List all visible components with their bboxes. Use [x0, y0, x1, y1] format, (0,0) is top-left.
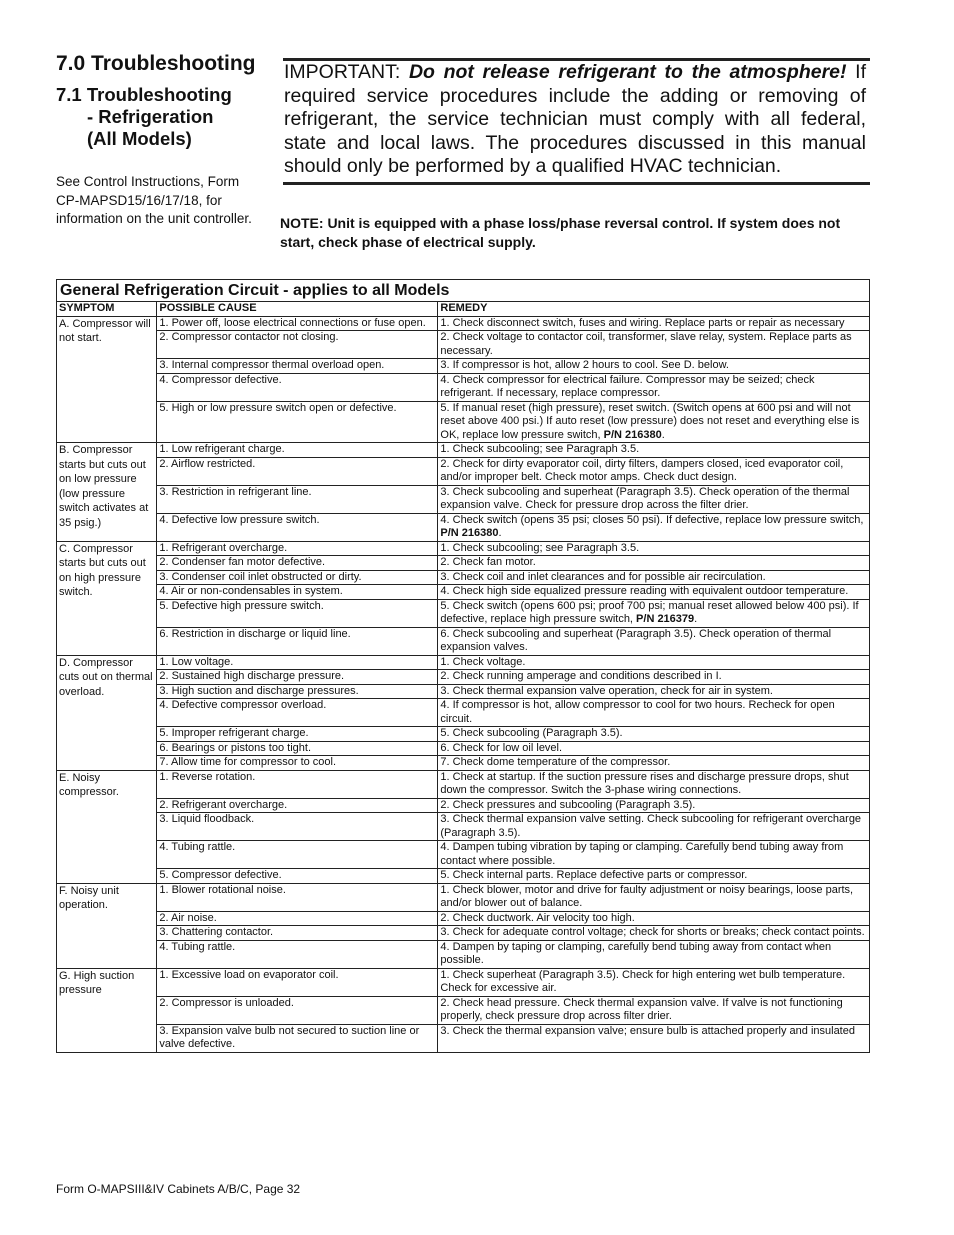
remedy-cell: [438, 798, 870, 813]
remedy-text: 4. Dampen by taping or clamping, carefully bend tubing away from contact when possible.: [440, 940, 832, 966]
remedy-text: 3. Check thermal expansion valve setting. Check subcooling for refrigerant overcharge (Paragraph 3.5).: [440, 813, 862, 839]
table-row: [57, 798, 870, 813]
remedy-text: 5. Check switch (opens 600 psi; proof 700 psi; manual reset allowed below 400 psi). If defective, replace high pressure switch,: [440, 599, 859, 625]
remedy-cell: [438, 513, 870, 541]
remedy-cell: [438, 996, 870, 1024]
remedy-text: 3. Check subcooling and superheat (Paragraph 3.5). Check operation of the thermal expansion valve. Check for pressure drop across the filter drier.: [440, 485, 850, 511]
cause-cell: 3. Restriction in refrigerant line.: [157, 485, 438, 513]
remedy-cell: [438, 541, 870, 556]
remedy-cell: [438, 841, 870, 869]
cause-cell: 2. Compressor contactor not closing.: [157, 331, 438, 359]
table-row: [57, 926, 870, 941]
remedy-text: 4. Check switch (opens 35 psi; closes 50 psi). If defective, replace low pressure switch,: [440, 513, 864, 526]
part-number: P/N 216380: [440, 527, 499, 539]
symptom-cell: B. Compressor starts but cuts out on low pressure (low pressure switch activates at 35 psig.): [57, 443, 157, 542]
table-row: [57, 869, 870, 884]
important-warning: Do not release refrigerant to the atmosphere!: [408, 61, 847, 83]
symptom-cell: E. Noisy compressor.: [57, 770, 157, 883]
remedy-text: 1. Check superheat (Paragraph 3.5). Check for high entering wet bulb temperature. Check for excessive air.: [440, 968, 846, 994]
table-row: [57, 684, 870, 699]
table-row: [57, 1024, 870, 1052]
cause-cell: 2. Refrigerant overcharge.: [157, 798, 438, 813]
remedy-cell: [438, 570, 870, 585]
remedy-cell: [438, 373, 870, 401]
cause-cell: 4. Defective compressor overload.: [157, 699, 438, 727]
remedy-text: 4. Dampen tubing vibration by taping or clamping. Carefully bend tubing away from contact where possible.: [440, 841, 844, 867]
table-body: [57, 316, 870, 1052]
cause-cell: 4. Tubing rattle.: [157, 940, 438, 968]
remedy-text: 1. Check subcooling; see Paragraph 3.5.: [440, 541, 640, 554]
important-body: If required service procedures include the adding or removing of refrigerant, the service technician must comply with all federal, state and local laws. The procedures discussed in this manual should only be performed by a qualified HVAC technician.: [284, 61, 866, 177]
remedy-cell: [438, 770, 870, 798]
remedy-cell: [438, 457, 870, 485]
symptom-cell: D. Compressor cuts out on thermal overload.: [57, 655, 157, 770]
symptom-cell: A. Compressor will not start.: [57, 316, 157, 443]
table-row: [57, 401, 870, 443]
page-footer: Form O-MAPSIII&IV Cabinets A/B/C, Page 32: [56, 1182, 301, 1196]
cause-cell: 5. Defective high pressure switch.: [157, 599, 438, 627]
table-row: [57, 813, 870, 841]
remedy-text: 2. Check ductwork. Air velocity too high.: [440, 911, 635, 924]
remedy-cell: [438, 911, 870, 926]
remedy-text: 2. Check head pressure. Check thermal expansion valve. If valve is not functioning properly, check pressure drop across filter drier.: [440, 996, 843, 1022]
cause-cell: 6. Restriction in discharge or liquid line.: [157, 627, 438, 655]
table-row: [57, 585, 870, 600]
table-row: [57, 727, 870, 742]
remedy-cell: [438, 869, 870, 884]
remedy-cell: [438, 727, 870, 742]
remedy-text: 3. If compressor is hot, allow 2 hours to cool. See D. below.: [440, 359, 729, 371]
header-symptom: SYMPTOM: [57, 302, 157, 317]
remedy-text: 1. Check at startup. If the suction pressure rises and discharge pressure drops, shut down the compressor. Switch the 3-phase wiring connections.: [440, 770, 849, 796]
troubleshooting-table: [56, 279, 870, 1053]
remedy-text: 2. Check pressures and subcooling (Paragraph 3.5).: [440, 798, 696, 811]
cause-cell: 1. Power off, loose electrical connections or fuse open.: [157, 316, 438, 331]
table-row: [57, 883, 870, 911]
table-row: [57, 556, 870, 571]
table-row: [57, 968, 870, 996]
remedy-cell: [438, 684, 870, 699]
table-title: General Refrigeration Circuit - applies to all Models: [57, 280, 870, 302]
remedy-text: 1. Check blower, motor and drive for faulty adjustment or noisy bearings, loose parts, and/or blower out of balance.: [440, 883, 854, 909]
cause-cell: 1. Refrigerant overcharge.: [157, 541, 438, 556]
remedy-cell: [438, 316, 870, 331]
remedy-cell: [438, 655, 870, 670]
remedy-cell: [438, 485, 870, 513]
remedy-tail: .: [661, 428, 665, 441]
cause-cell: 2. Compressor is unloaded.: [157, 996, 438, 1024]
cause-cell: 1. Low refrigerant charge.: [157, 443, 438, 458]
remedy-text: 5. Check subcooling (Paragraph 3.5).: [440, 727, 623, 739]
cause-cell: 4. Compressor defective.: [157, 373, 438, 401]
table-row: [57, 996, 870, 1024]
remedy-text: 2. Check fan motor.: [440, 556, 536, 568]
cause-cell: 5. Compressor defective.: [157, 869, 438, 884]
remedy-text: 4. If compressor is hot, allow compressor to cool for two hours. Recheck for open circuit.: [440, 699, 835, 725]
cause-cell: 1. Excessive load on evaporator coil.: [157, 968, 438, 996]
table-row: [57, 670, 870, 685]
cause-cell: 4. Tubing rattle.: [157, 841, 438, 869]
remedy-cell: [438, 883, 870, 911]
cause-cell: 1. Blower rotational noise.: [157, 883, 438, 911]
remedy-cell: [438, 585, 870, 600]
remedy-cell: [438, 813, 870, 841]
remedy-cell: [438, 331, 870, 359]
cause-cell: 6. Bearings or pistons too tight.: [157, 741, 438, 756]
table-row: [57, 699, 870, 727]
important-label: IMPORTANT:: [284, 61, 409, 83]
remedy-text: 4. Check high side equalized pressure reading with equivalent outdoor temperature.: [440, 585, 849, 597]
subsection-heading-line3: (All Models): [87, 128, 192, 149]
cause-cell: 3. Internal compressor thermal overload open.: [157, 359, 438, 374]
cause-cell: 3. Liquid floodback.: [157, 813, 438, 841]
subsection-heading-line2: - Refrigeration: [87, 106, 214, 127]
cause-cell: 4. Air or non-condensables in system.: [157, 585, 438, 600]
table-row: [57, 655, 870, 670]
cause-cell: 4. Defective low pressure switch.: [157, 513, 438, 541]
remedy-tail: .: [498, 527, 502, 539]
table-row: [57, 756, 870, 771]
remedy-text: 2. Check voltage to contactor coil, transformer, slave relay, system. Replace parts as necessary.: [440, 331, 852, 357]
cause-cell: 2. Air noise.: [157, 911, 438, 926]
table-row: [57, 940, 870, 968]
header-remedy: REMEDY: [438, 302, 870, 317]
remedy-cell: [438, 359, 870, 374]
cause-cell: 3. Expansion valve bulb not secured to suction line or valve defective.: [157, 1024, 438, 1052]
table-row: [57, 541, 870, 556]
table-row: [57, 359, 870, 374]
part-number: P/N 216379: [636, 613, 695, 625]
cause-cell: 5. Improper refrigerant charge.: [157, 727, 438, 742]
remedy-cell: [438, 741, 870, 756]
table-row: [57, 741, 870, 756]
table-row: [57, 316, 870, 331]
symptom-cell: F. Noisy unit operation.: [57, 883, 157, 968]
remedy-text: 1. Check disconnect switch, fuses and wiring. Replace parts or repair as necessary: [440, 316, 845, 329]
remedy-text: 1. Check subcooling; see Paragraph 3.5.: [440, 443, 640, 455]
cause-cell: 3. Condenser coil inlet obstructed or dirty.: [157, 570, 438, 585]
remedy-cell: [438, 756, 870, 771]
remedy-cell: [438, 443, 870, 458]
important-notice: [284, 61, 866, 179]
subsection-heading-line1: 7.1 Troubleshooting: [56, 84, 232, 105]
symptom-cell: C. Compressor starts but cuts out on high pressure switch.: [57, 541, 157, 655]
table-row: [57, 570, 870, 585]
remedy-cell: [438, 401, 870, 443]
remedy-cell: [438, 968, 870, 996]
remedy-cell: [438, 627, 870, 655]
table-row: [57, 513, 870, 541]
remedy-text: 5. Check internal parts. Replace defective parts or compressor.: [440, 869, 748, 881]
cause-cell: 1. Low voltage.: [157, 655, 438, 670]
remedy-cell: [438, 699, 870, 727]
subsection-heading: [56, 84, 232, 150]
table-row: [57, 770, 870, 798]
cause-cell: 5. High or low pressure switch open or defective.: [157, 401, 438, 443]
remedy-text: 3. Check thermal expansion valve operation, check for air in system.: [440, 684, 773, 697]
remedy-text: 5. If manual reset (high pressure), reset switch. (Switch opens at 600 psi and will not reset above 400 psi.) If auto reset (low pressure) does not reset and everything else is OK, replace low pressure switch,: [440, 401, 860, 441]
remedy-text: 3. Check for adequate control voltage; check for shorts or breaks; check contact points.: [440, 926, 865, 938]
remedy-text: 2. Check running amperage and conditions described in I.: [440, 670, 722, 682]
cause-cell: 2. Airflow restricted.: [157, 457, 438, 485]
cause-cell: 2. Condenser fan motor defective.: [157, 556, 438, 571]
part-number: P/N 216380: [603, 428, 662, 441]
remedy-text: 4. Check compressor for electrical failure. Compressor may be seized; check refrigerant. If necessary, replace compressor.: [440, 373, 815, 399]
cause-cell: 3. High suction and discharge pressures.: [157, 684, 438, 699]
table-row: [57, 457, 870, 485]
remedy-tail: .: [694, 613, 698, 625]
cause-cell: 1. Reverse rotation.: [157, 770, 438, 798]
table-row: [57, 911, 870, 926]
remedy-cell: [438, 670, 870, 685]
remedy-cell: [438, 940, 870, 968]
remedy-text: 6. Check for low oil level.: [440, 741, 563, 754]
table-row: [57, 599, 870, 627]
remedy-cell: [438, 1024, 870, 1052]
table-row: [57, 627, 870, 655]
symptom-cell: G. High suction pressure: [57, 968, 157, 1052]
section-heading: 7.0 Troubleshooting: [56, 52, 256, 75]
remedy-text: 7. Check dome temperature of the compressor.: [440, 756, 671, 768]
remedy-text: 2. Check for dirty evaporator coil, dirty filters, dampers closed, iced evaporator coil, and/or improper belt. Check motor amps. Check duct design.: [440, 457, 844, 483]
remedy-cell: [438, 556, 870, 571]
remedy-text: 1. Check voltage.: [440, 655, 526, 668]
remedy-text: 6. Check subcooling and superheat (Paragraph 3.5). Check operation of thermal expansion valves.: [440, 627, 832, 653]
cause-cell: 3. Chattering contactor.: [157, 926, 438, 941]
table-row: [57, 485, 870, 513]
header-possible-cause: POSSIBLE CAUSE: [157, 302, 438, 317]
remedy-text: 3. Check coil and inlet clearances and for possible air recirculation.: [440, 570, 766, 583]
table-row: [57, 331, 870, 359]
control-instructions-note: See Control Instructions, Form CP-MAPSD15/16/17/18, for information on the unit controller.: [56, 174, 252, 227]
table-row: [57, 373, 870, 401]
table-row: [57, 841, 870, 869]
remedy-text: 3. Check the thermal expansion valve; ensure bulb is attached properly and insulated: [440, 1024, 855, 1037]
phase-note: NOTE: Unit is equipped with a phase loss/phase reversal control. If system does not start, check phase of electrical supply.: [280, 215, 841, 250]
important-rule-bottom: [283, 182, 870, 185]
cause-cell: 2. Sustained high discharge pressure.: [157, 670, 438, 685]
table-row: [57, 443, 870, 458]
remedy-cell: [438, 599, 870, 627]
cause-cell: 7. Allow time for compressor to cool.: [157, 756, 438, 771]
remedy-cell: [438, 926, 870, 941]
